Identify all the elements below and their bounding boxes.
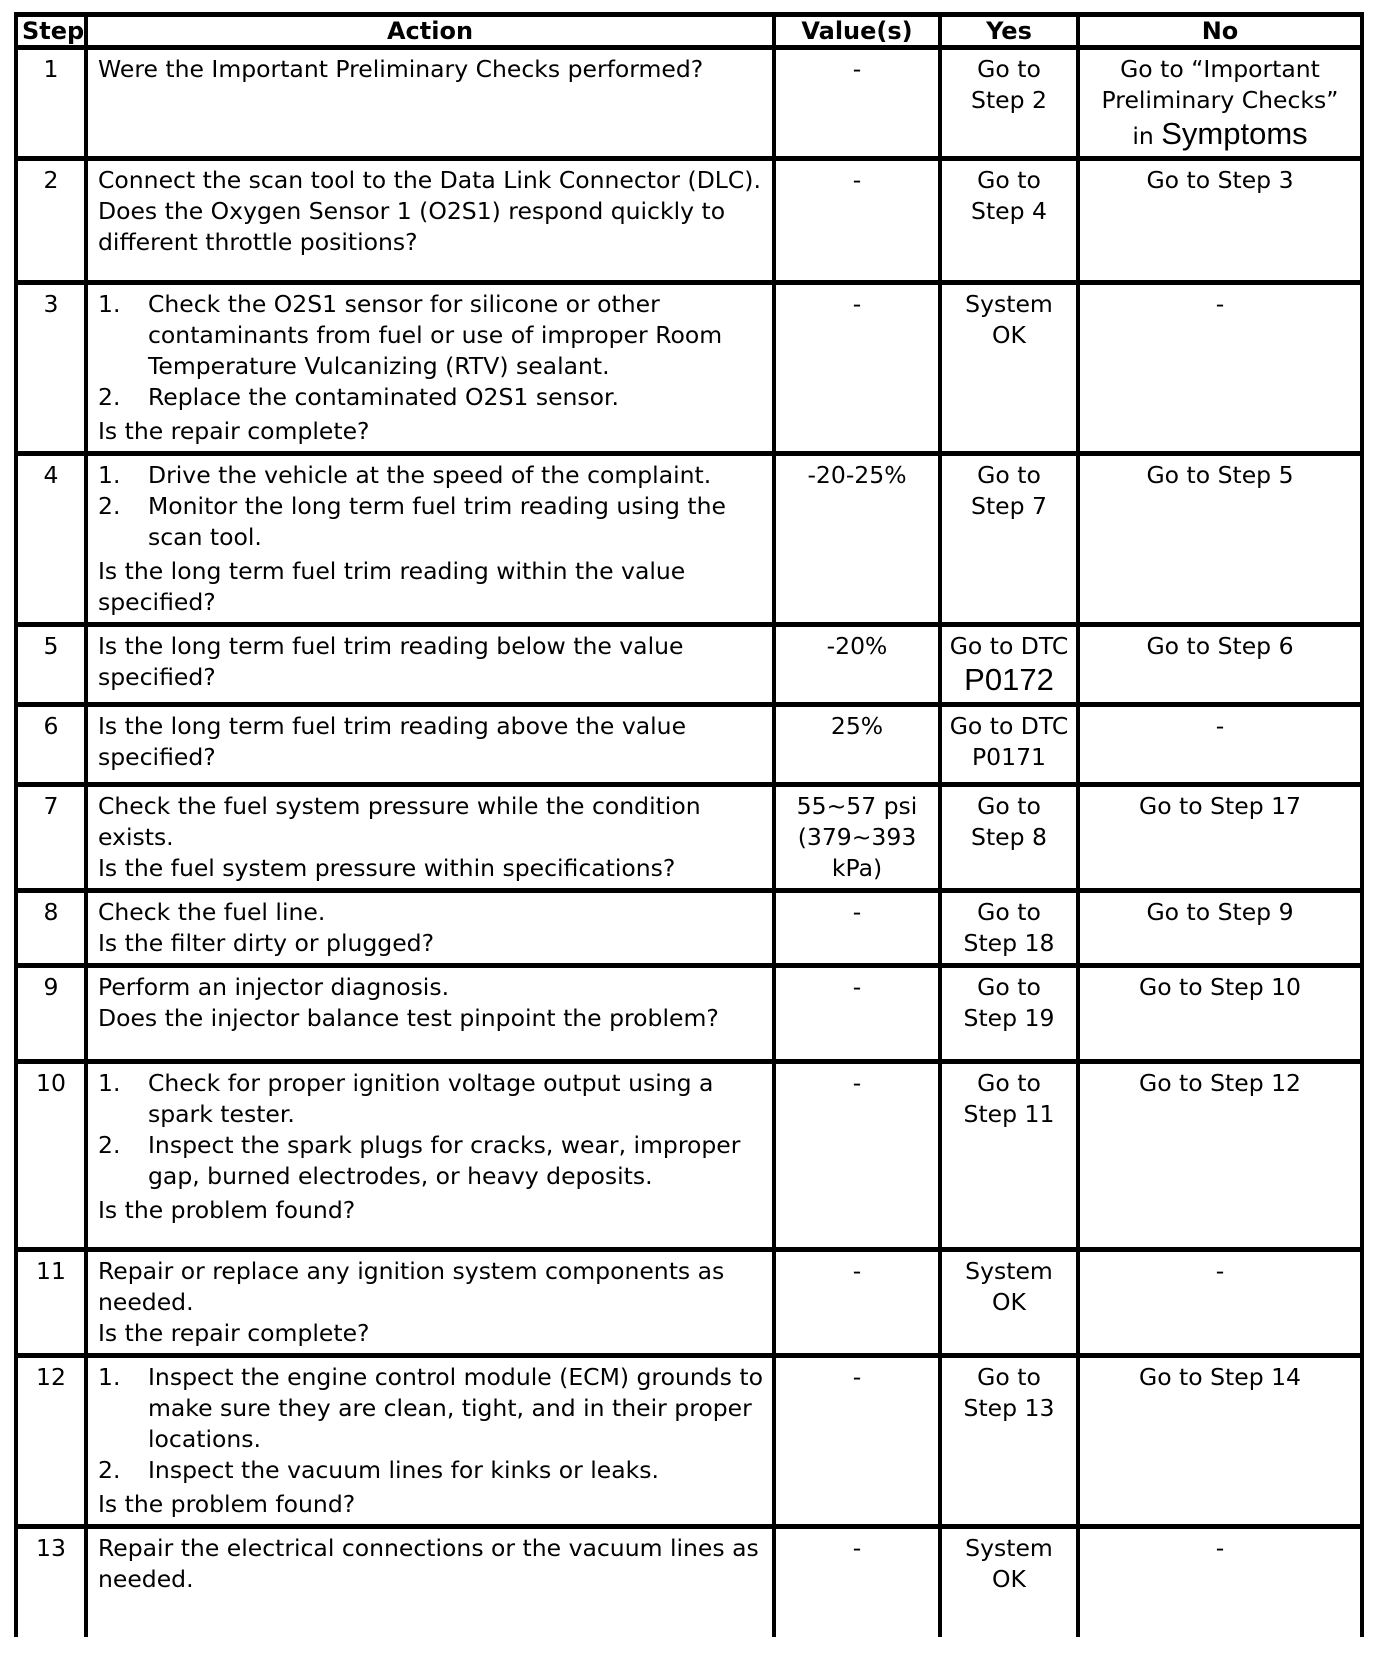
action-step-text: Check for proper ignition voltage output using a spark tester. bbox=[148, 1069, 714, 1128]
yes-result bbox=[940, 785, 1078, 891]
step-number: 11 bbox=[16, 1250, 86, 1356]
value-cell: - bbox=[774, 1527, 940, 1637]
yes-line: Go to DTC bbox=[949, 712, 1069, 740]
action-step-text: Inspect the spark plugs for cracks, wear, improper gap, burned electrodes, or heavy deposits. bbox=[148, 1131, 741, 1190]
step-number: 3 bbox=[16, 283, 86, 454]
no-result bbox=[1078, 891, 1362, 966]
yes-result bbox=[940, 891, 1078, 966]
step-number: 2 bbox=[16, 159, 86, 283]
action-cell bbox=[86, 1527, 774, 1637]
yes-result bbox=[940, 1527, 1078, 1637]
action-question: Is the long term fuel trim reading above the value specified? bbox=[98, 712, 687, 771]
action-step-number: 1. bbox=[98, 461, 121, 489]
no-line: Preliminary Checks” bbox=[1101, 86, 1339, 114]
no-result bbox=[1078, 785, 1362, 891]
step-number: 9 bbox=[16, 966, 86, 1062]
table-row bbox=[16, 159, 1362, 283]
yes-result bbox=[940, 966, 1078, 1062]
action-step bbox=[98, 460, 766, 491]
value-cell: - bbox=[774, 283, 940, 454]
yes-line: Step 18 bbox=[963, 929, 1055, 957]
no-line: Go to Step 6 bbox=[1146, 632, 1294, 660]
no-line: Go to Step 3 bbox=[1146, 166, 1294, 194]
no-result bbox=[1078, 454, 1362, 625]
yes-result bbox=[940, 1062, 1078, 1250]
action-cell bbox=[86, 1356, 774, 1527]
diagnostic-table bbox=[14, 12, 1364, 1637]
yes-line: System bbox=[965, 290, 1053, 318]
header-values: Value(s) bbox=[774, 15, 940, 48]
value-cell: -20-25% bbox=[774, 454, 940, 625]
no-line: - bbox=[1215, 1534, 1225, 1562]
action-question: Is the repair complete? bbox=[98, 1319, 370, 1347]
no-result bbox=[1078, 48, 1362, 159]
action-steps bbox=[98, 460, 766, 553]
yes-result bbox=[940, 705, 1078, 785]
yes-line: Go to bbox=[977, 1069, 1041, 1097]
action-steps bbox=[98, 289, 766, 413]
table-row bbox=[16, 48, 1362, 159]
table-row bbox=[16, 1062, 1362, 1250]
yes-line: Go to bbox=[977, 1363, 1041, 1391]
action-step bbox=[98, 491, 766, 553]
action-step bbox=[98, 1455, 766, 1486]
action-cell bbox=[86, 283, 774, 454]
yes-line: Go to bbox=[977, 973, 1041, 1001]
no-result bbox=[1078, 1062, 1362, 1250]
action-step-text: Replace the contaminated O2S1 sensor. bbox=[148, 383, 620, 411]
value-cell: - bbox=[774, 891, 940, 966]
no-result bbox=[1078, 1356, 1362, 1527]
action-step bbox=[98, 1130, 766, 1192]
action-line: Check the fuel line. bbox=[98, 898, 326, 926]
yes-result bbox=[940, 454, 1078, 625]
action-cell bbox=[86, 1250, 774, 1356]
step-number: 12 bbox=[16, 1356, 86, 1527]
action-question: Were the Important Preliminary Checks performed? bbox=[98, 55, 704, 83]
table-row bbox=[16, 891, 1362, 966]
table-row bbox=[16, 785, 1362, 891]
action-step-text: Monitor the long term fuel trim reading using the scan tool. bbox=[148, 492, 726, 551]
action-steps bbox=[98, 1068, 766, 1192]
table-row bbox=[16, 454, 1362, 625]
step-number: 5 bbox=[16, 625, 86, 705]
value-cell: -20% bbox=[774, 625, 940, 705]
action-step-number: 1. bbox=[98, 1363, 121, 1391]
no-result bbox=[1078, 705, 1362, 785]
yes-line: Step 11 bbox=[963, 1100, 1055, 1128]
no-line: Go to Step 10 bbox=[1139, 973, 1301, 1001]
action-step bbox=[98, 289, 766, 382]
yes-line: Step 2 bbox=[971, 86, 1047, 114]
yes-line: P0171 bbox=[972, 743, 1046, 771]
table-row bbox=[16, 1527, 1362, 1637]
action-step-number: 2. bbox=[98, 1456, 121, 1484]
no-in-text: in bbox=[1132, 122, 1154, 150]
yes-line: Step 4 bbox=[971, 197, 1047, 225]
value-cell: - bbox=[774, 159, 940, 283]
no-line: Go to Step 5 bbox=[1146, 461, 1294, 489]
action-step-number: 2. bbox=[98, 383, 121, 411]
no-line: - bbox=[1215, 290, 1225, 318]
header-yes: Yes bbox=[940, 15, 1078, 48]
action-question: Is the repair complete? bbox=[98, 417, 370, 445]
no-result bbox=[1078, 283, 1362, 454]
action-cell bbox=[86, 785, 774, 891]
action-step-text: Drive the vehicle at the speed of the complaint. bbox=[148, 461, 712, 489]
no-result bbox=[1078, 159, 1362, 283]
action-step-number: 1. bbox=[98, 290, 121, 318]
yes-dtc-code: P0172 bbox=[964, 662, 1054, 697]
no-line: - bbox=[1215, 712, 1225, 740]
yes-result bbox=[940, 1356, 1078, 1527]
header-action: Action bbox=[86, 15, 774, 48]
action-question: Is the filter dirty or plugged? bbox=[98, 929, 435, 957]
value-cell: 55~57 psi (379~393 kPa) bbox=[774, 785, 940, 891]
action-step-number: 2. bbox=[98, 492, 121, 520]
table-row bbox=[16, 625, 1362, 705]
action-line: Connect the scan tool to the Data Link Connector (DLC). bbox=[98, 166, 761, 194]
action-step-text: Inspect the vacuum lines for kinks or leaks. bbox=[148, 1456, 659, 1484]
action-question: Is the problem found? bbox=[98, 1490, 356, 1518]
yes-line: System bbox=[965, 1257, 1053, 1285]
action-question: Does the Oxygen Sensor 1 (O2S1) respond quickly to different throttle positions? bbox=[98, 197, 726, 256]
header-no: No bbox=[1078, 15, 1362, 48]
yes-line: Step 19 bbox=[963, 1004, 1055, 1032]
action-cell bbox=[86, 705, 774, 785]
no-line: - bbox=[1215, 1257, 1225, 1285]
action-cell bbox=[86, 1062, 774, 1250]
no-result bbox=[1078, 1527, 1362, 1637]
step-number: 8 bbox=[16, 891, 86, 966]
no-result bbox=[1078, 966, 1362, 1062]
yes-line: OK bbox=[992, 1565, 1026, 1593]
yes-line: Go to bbox=[977, 792, 1041, 820]
action-step-number: 1. bbox=[98, 1069, 121, 1097]
action-line: Repair the electrical connections or the vacuum lines as needed. bbox=[98, 1534, 759, 1593]
step-number: 13 bbox=[16, 1527, 86, 1637]
action-question: Is the long term fuel trim reading below the value specified? bbox=[98, 632, 684, 691]
no-line: Go to Step 14 bbox=[1139, 1363, 1301, 1391]
action-step-text: Inspect the engine control module (ECM) grounds to make sure they are clean, tight, and in their proper locations. bbox=[148, 1363, 763, 1453]
table-row bbox=[16, 1250, 1362, 1356]
value-cell: - bbox=[774, 966, 940, 1062]
no-reference bbox=[1088, 116, 1352, 152]
action-steps bbox=[98, 1362, 766, 1486]
action-line: Check the fuel system pressure while the condition exists. bbox=[98, 792, 701, 851]
action-cell bbox=[86, 625, 774, 705]
yes-line: OK bbox=[992, 321, 1026, 349]
action-cell bbox=[86, 48, 774, 159]
yes-result bbox=[940, 159, 1078, 283]
step-number: 1 bbox=[16, 48, 86, 159]
step-number: 7 bbox=[16, 785, 86, 891]
value-cell: 25% bbox=[774, 705, 940, 785]
yes-line: Go to bbox=[977, 55, 1041, 83]
yes-line: OK bbox=[992, 1288, 1026, 1316]
no-line: Go to Step 12 bbox=[1139, 1069, 1301, 1097]
no-line: Go to “Important bbox=[1120, 55, 1320, 83]
no-result bbox=[1078, 625, 1362, 705]
header-step: Step bbox=[16, 15, 86, 48]
action-step bbox=[98, 1362, 766, 1455]
no-line: Go to Step 9 bbox=[1146, 898, 1294, 926]
action-question: Is the long term fuel trim reading within the value specified? bbox=[98, 557, 686, 616]
action-step-text: Check the O2S1 sensor for silicone or other contaminants from fuel or use of improper Room Temperature Vulcanizing (RTV) sealant. bbox=[148, 290, 723, 380]
action-question: Is the fuel system pressure within specifications? bbox=[98, 854, 676, 882]
step-number: 10 bbox=[16, 1062, 86, 1250]
value-cell: - bbox=[774, 1062, 940, 1250]
action-cell bbox=[86, 159, 774, 283]
action-question: Does the injector balance test pinpoint the problem? bbox=[98, 1004, 719, 1032]
no-result bbox=[1078, 1250, 1362, 1356]
yes-line: Step 8 bbox=[971, 823, 1047, 851]
table-row bbox=[16, 283, 1362, 454]
yes-line: Go to DTC bbox=[949, 632, 1069, 660]
yes-line: Go to bbox=[977, 461, 1041, 489]
no-symptoms-link: Symptoms bbox=[1161, 116, 1308, 151]
action-line: Repair or replace any ignition system components as needed. bbox=[98, 1257, 725, 1316]
yes-result bbox=[940, 283, 1078, 454]
yes-line: Go to bbox=[977, 898, 1041, 926]
table-row bbox=[16, 966, 1362, 1062]
step-number: 4 bbox=[16, 454, 86, 625]
value-cell: - bbox=[774, 1250, 940, 1356]
action-step-number: 2. bbox=[98, 1131, 121, 1159]
action-step bbox=[98, 382, 766, 413]
step-number: 6 bbox=[16, 705, 86, 785]
yes-result bbox=[940, 1250, 1078, 1356]
yes-line: Step 13 bbox=[963, 1394, 1055, 1422]
value-cell: - bbox=[774, 48, 940, 159]
table-row bbox=[16, 705, 1362, 785]
action-step bbox=[98, 1068, 766, 1130]
action-cell bbox=[86, 454, 774, 625]
table-body bbox=[16, 48, 1362, 1637]
yes-line: Step 7 bbox=[971, 492, 1047, 520]
no-line: Go to Step 17 bbox=[1139, 792, 1301, 820]
yes-line: System bbox=[965, 1534, 1053, 1562]
table-header-row bbox=[16, 15, 1362, 48]
value-cell: - bbox=[774, 1356, 940, 1527]
action-cell bbox=[86, 966, 774, 1062]
yes-result bbox=[940, 625, 1078, 705]
table-row bbox=[16, 1356, 1362, 1527]
action-question: Is the problem found? bbox=[98, 1196, 356, 1224]
action-line: Perform an injector diagnosis. bbox=[98, 973, 450, 1001]
yes-result bbox=[940, 48, 1078, 159]
action-cell bbox=[86, 891, 774, 966]
yes-line: Go to bbox=[977, 166, 1041, 194]
